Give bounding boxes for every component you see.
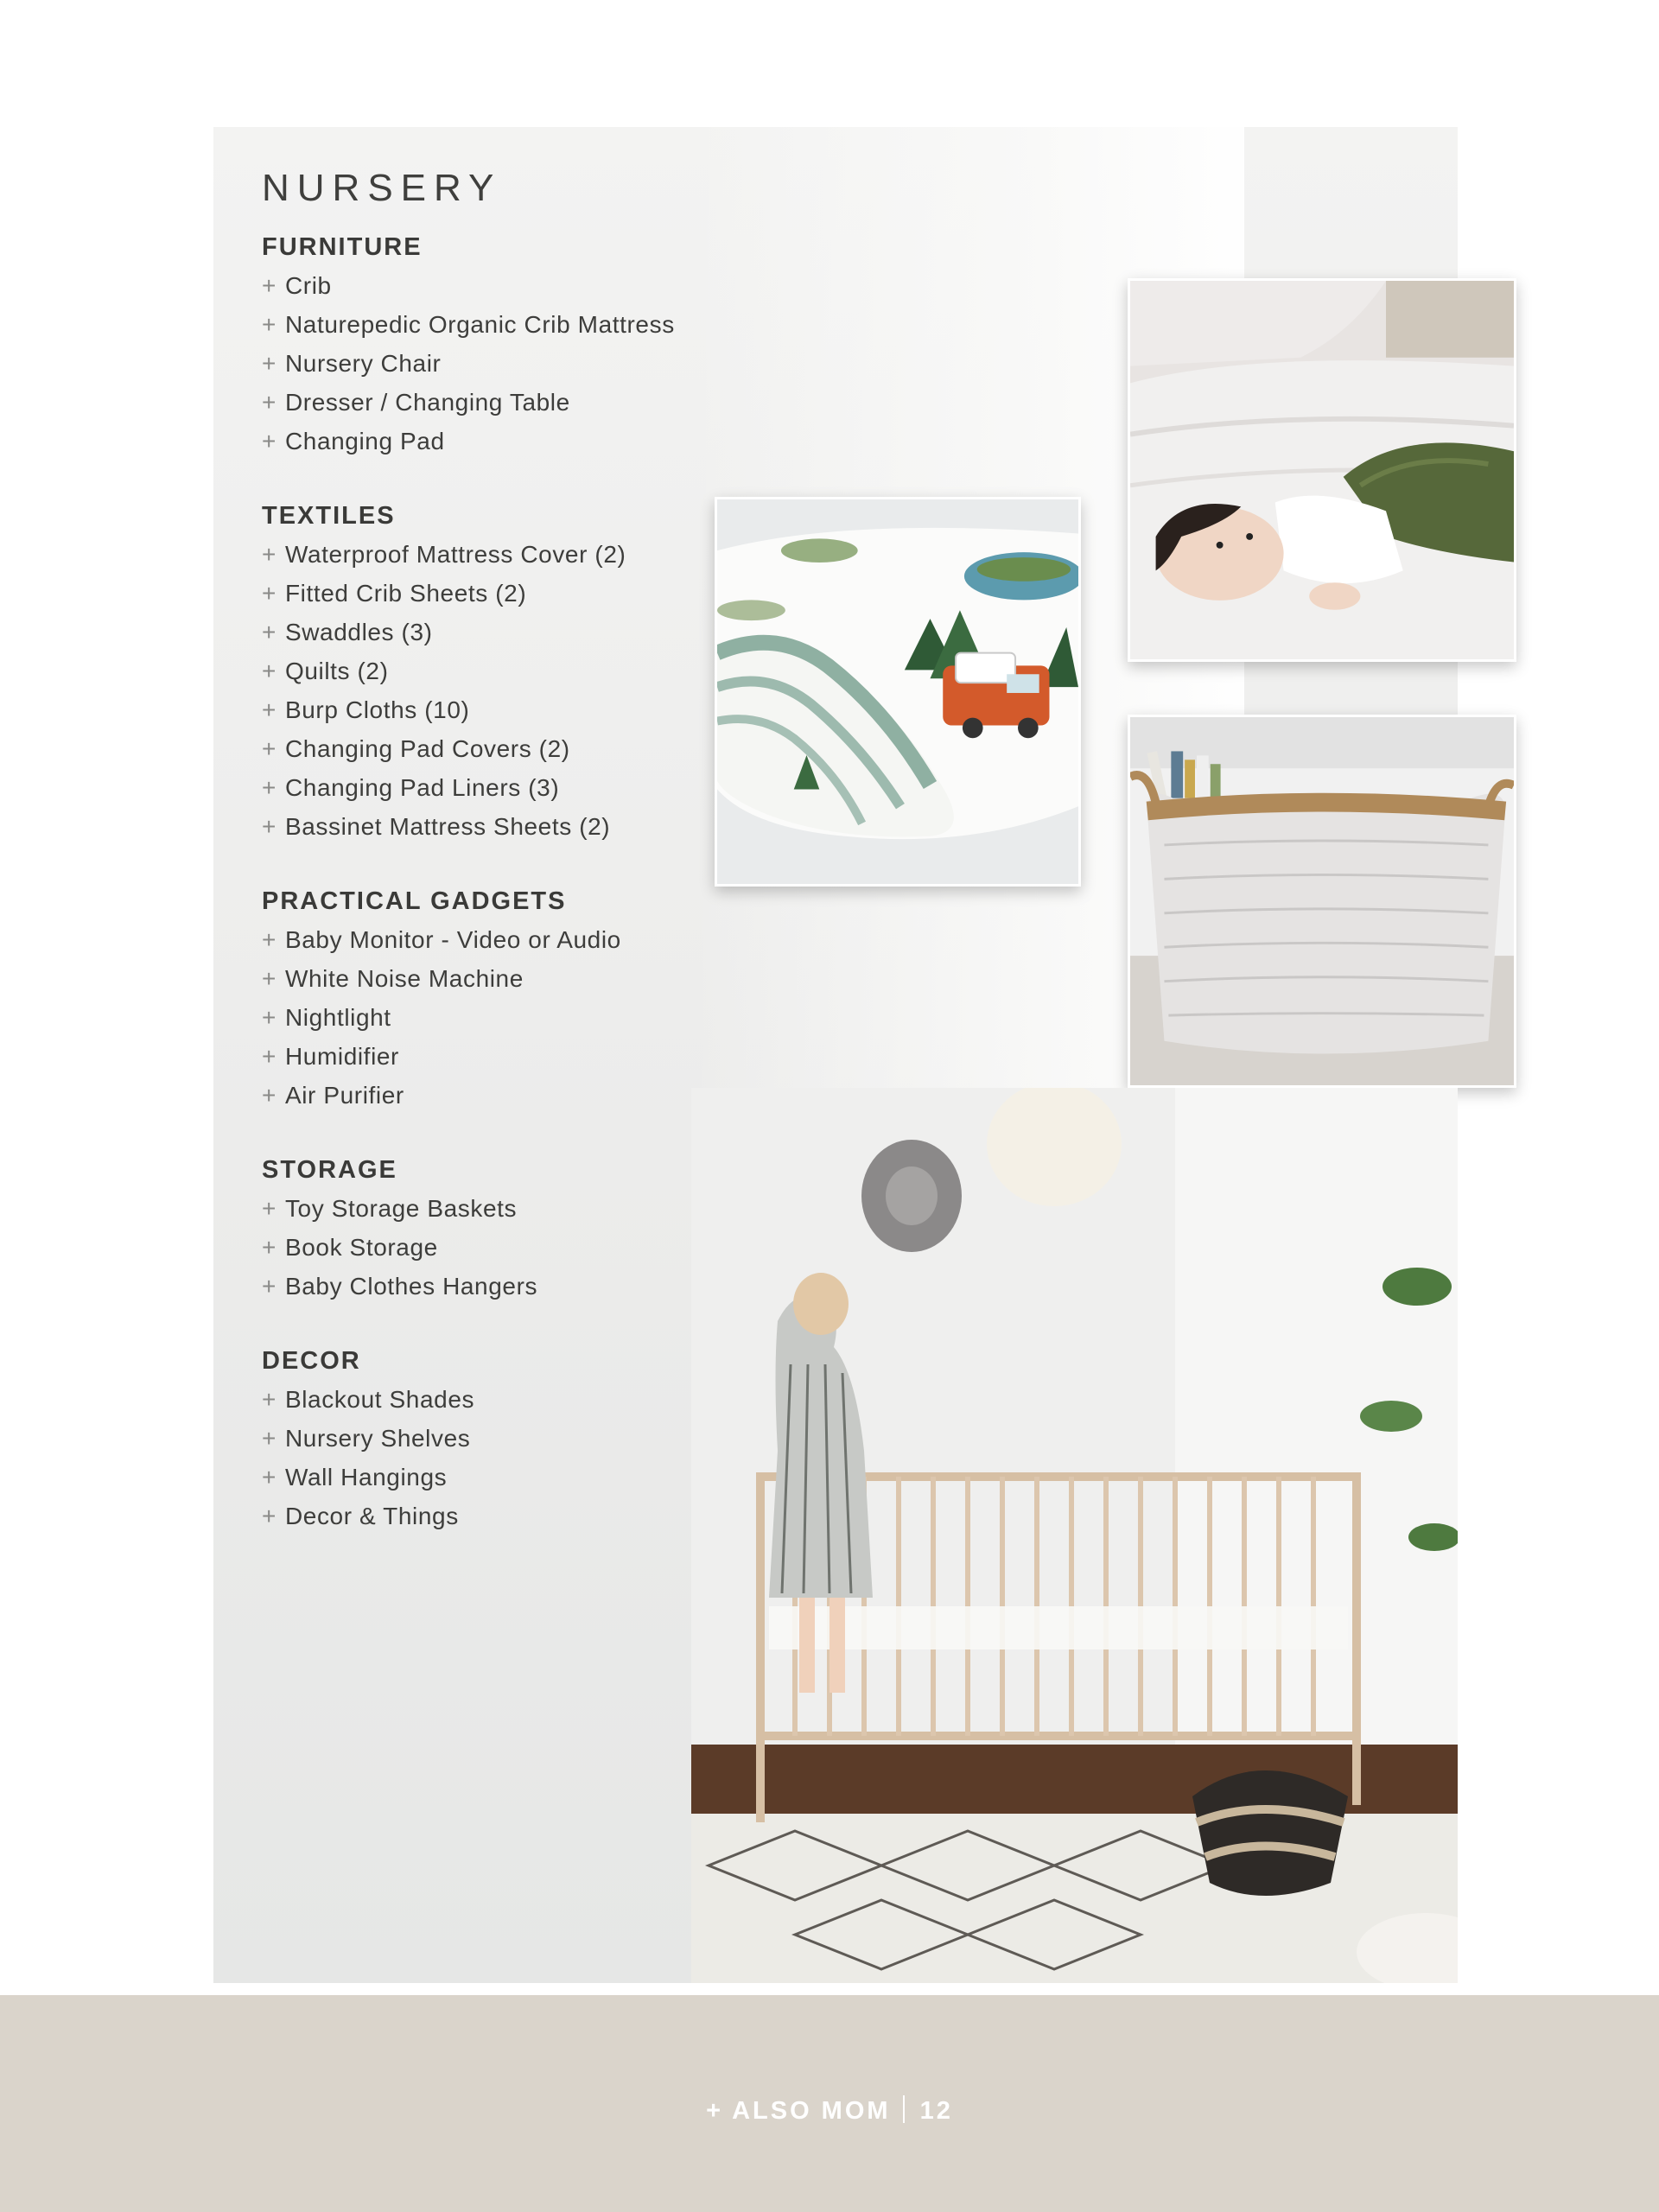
list-item-label: Toy Storage Baskets (284, 1195, 518, 1222)
list-item-label: Baby Monitor - Video or Audio (284, 926, 621, 953)
list-item-label: Blackout Shades (284, 1386, 475, 1413)
list-item-label: Waterproof Mattress Cover (2) (284, 541, 626, 568)
list-item (262, 1037, 711, 1076)
plus-icon: + (262, 1464, 276, 1491)
section-heading: DECOR (262, 1347, 361, 1375)
list-item (262, 266, 711, 305)
newborn-baby-photo (1128, 278, 1516, 662)
list-item (262, 1076, 711, 1115)
plus-icon: + (262, 696, 276, 723)
list-item (262, 920, 711, 959)
list-item (262, 959, 711, 998)
list-item-label: Dresser / Changing Table (284, 389, 570, 416)
list-item (262, 535, 711, 574)
list-item-label: Fitted Crib Sheets (2) (284, 580, 527, 607)
section-heading: FURNITURE (262, 233, 423, 261)
footer-divider (903, 2095, 905, 2123)
list-item (262, 998, 711, 1037)
plus-icon: + (262, 735, 276, 762)
checklist-column (262, 164, 711, 1573)
list-item (262, 1458, 711, 1497)
list-item (262, 1497, 711, 1535)
list-item (262, 305, 711, 344)
list-item (262, 807, 711, 846)
list-item-label: Baby Clothes Hangers (284, 1273, 538, 1300)
section-decor (262, 1344, 711, 1535)
list-item (262, 613, 711, 652)
page-number: 12 (919, 2097, 953, 2125)
plus-icon: + (262, 1425, 276, 1452)
list-item-label: Quilts (2) (284, 658, 389, 684)
plus-icon: + (262, 1386, 276, 1413)
list-item (262, 768, 711, 807)
list-item-label: Naturepedic Organic Crib Mattress (284, 311, 675, 338)
list-item-label: Nursery Chair (284, 350, 442, 377)
book-basket-photo (1128, 715, 1516, 1088)
plus-icon: + (262, 965, 276, 992)
list-item-label: Decor & Things (284, 1503, 459, 1529)
list-item-label: Changing Pad Liners (3) (284, 774, 560, 801)
list-item-label: Bassinet Mattress Sheets (2) (284, 813, 611, 840)
list-item (262, 1267, 711, 1306)
plus-icon: + (262, 774, 276, 801)
list-item-label: Changing Pad Covers (2) (284, 735, 570, 762)
list-item (262, 383, 711, 422)
plus-icon: + (262, 1195, 276, 1222)
checklist-sections (262, 230, 711, 1535)
list-item-label: White Noise Machine (284, 965, 524, 992)
nursery-room-photo (691, 1088, 1458, 1983)
plus-icon: + (262, 389, 276, 416)
list-item-label: Book Storage (284, 1234, 438, 1261)
list-item-label: Burp Cloths (10) (284, 696, 470, 723)
footer-brand: + ALSO MOM (706, 2097, 891, 2125)
list-item-label: Nightlight (284, 1004, 391, 1031)
section-heading: STORAGE (262, 1156, 397, 1184)
section-textiles (262, 499, 711, 846)
list-item (262, 1228, 711, 1267)
plus-icon: + (262, 272, 276, 299)
list-item (262, 1380, 711, 1419)
plus-icon: + (262, 350, 276, 377)
plus-icon: + (262, 1043, 276, 1070)
section-practical-gadgets (262, 884, 711, 1115)
list-item (262, 422, 711, 461)
list-item (262, 1419, 711, 1458)
plus-icon: + (262, 1273, 276, 1300)
list-item (262, 729, 711, 768)
plus-icon: + (262, 619, 276, 645)
list-item-label: Swaddles (3) (284, 619, 433, 645)
plus-icon: + (262, 926, 276, 953)
plus-icon: + (262, 541, 276, 568)
list-item-label: Wall Hangings (284, 1464, 448, 1491)
plus-icon: + (262, 658, 276, 684)
page-title: NURSERY (262, 167, 502, 209)
plus-icon: + (262, 1503, 276, 1529)
list-item (262, 344, 711, 383)
plus-icon: + (262, 311, 276, 338)
list-item-label: Crib (284, 272, 332, 299)
list-item-label: Air Purifier (284, 1082, 404, 1109)
section-storage (262, 1153, 711, 1306)
plus-icon: + (262, 428, 276, 454)
footer-label (0, 2094, 1659, 2128)
plus-icon: + (262, 1234, 276, 1261)
list-item (262, 574, 711, 613)
list-item (262, 690, 711, 729)
plus-icon: + (262, 580, 276, 607)
section-furniture (262, 230, 711, 461)
list-item-label: Humidifier (284, 1043, 399, 1070)
section-heading: PRACTICAL GADGETS (262, 887, 567, 915)
section-heading: TEXTILES (262, 502, 396, 530)
plus-icon: + (262, 1082, 276, 1109)
plus-icon: + (262, 813, 276, 840)
plus-icon: + (262, 1004, 276, 1031)
list-item (262, 1189, 711, 1228)
list-item (262, 652, 711, 690)
list-item-label: Nursery Shelves (284, 1425, 471, 1452)
list-item-label: Changing Pad (284, 428, 445, 454)
camper-blanket-photo (715, 497, 1081, 887)
